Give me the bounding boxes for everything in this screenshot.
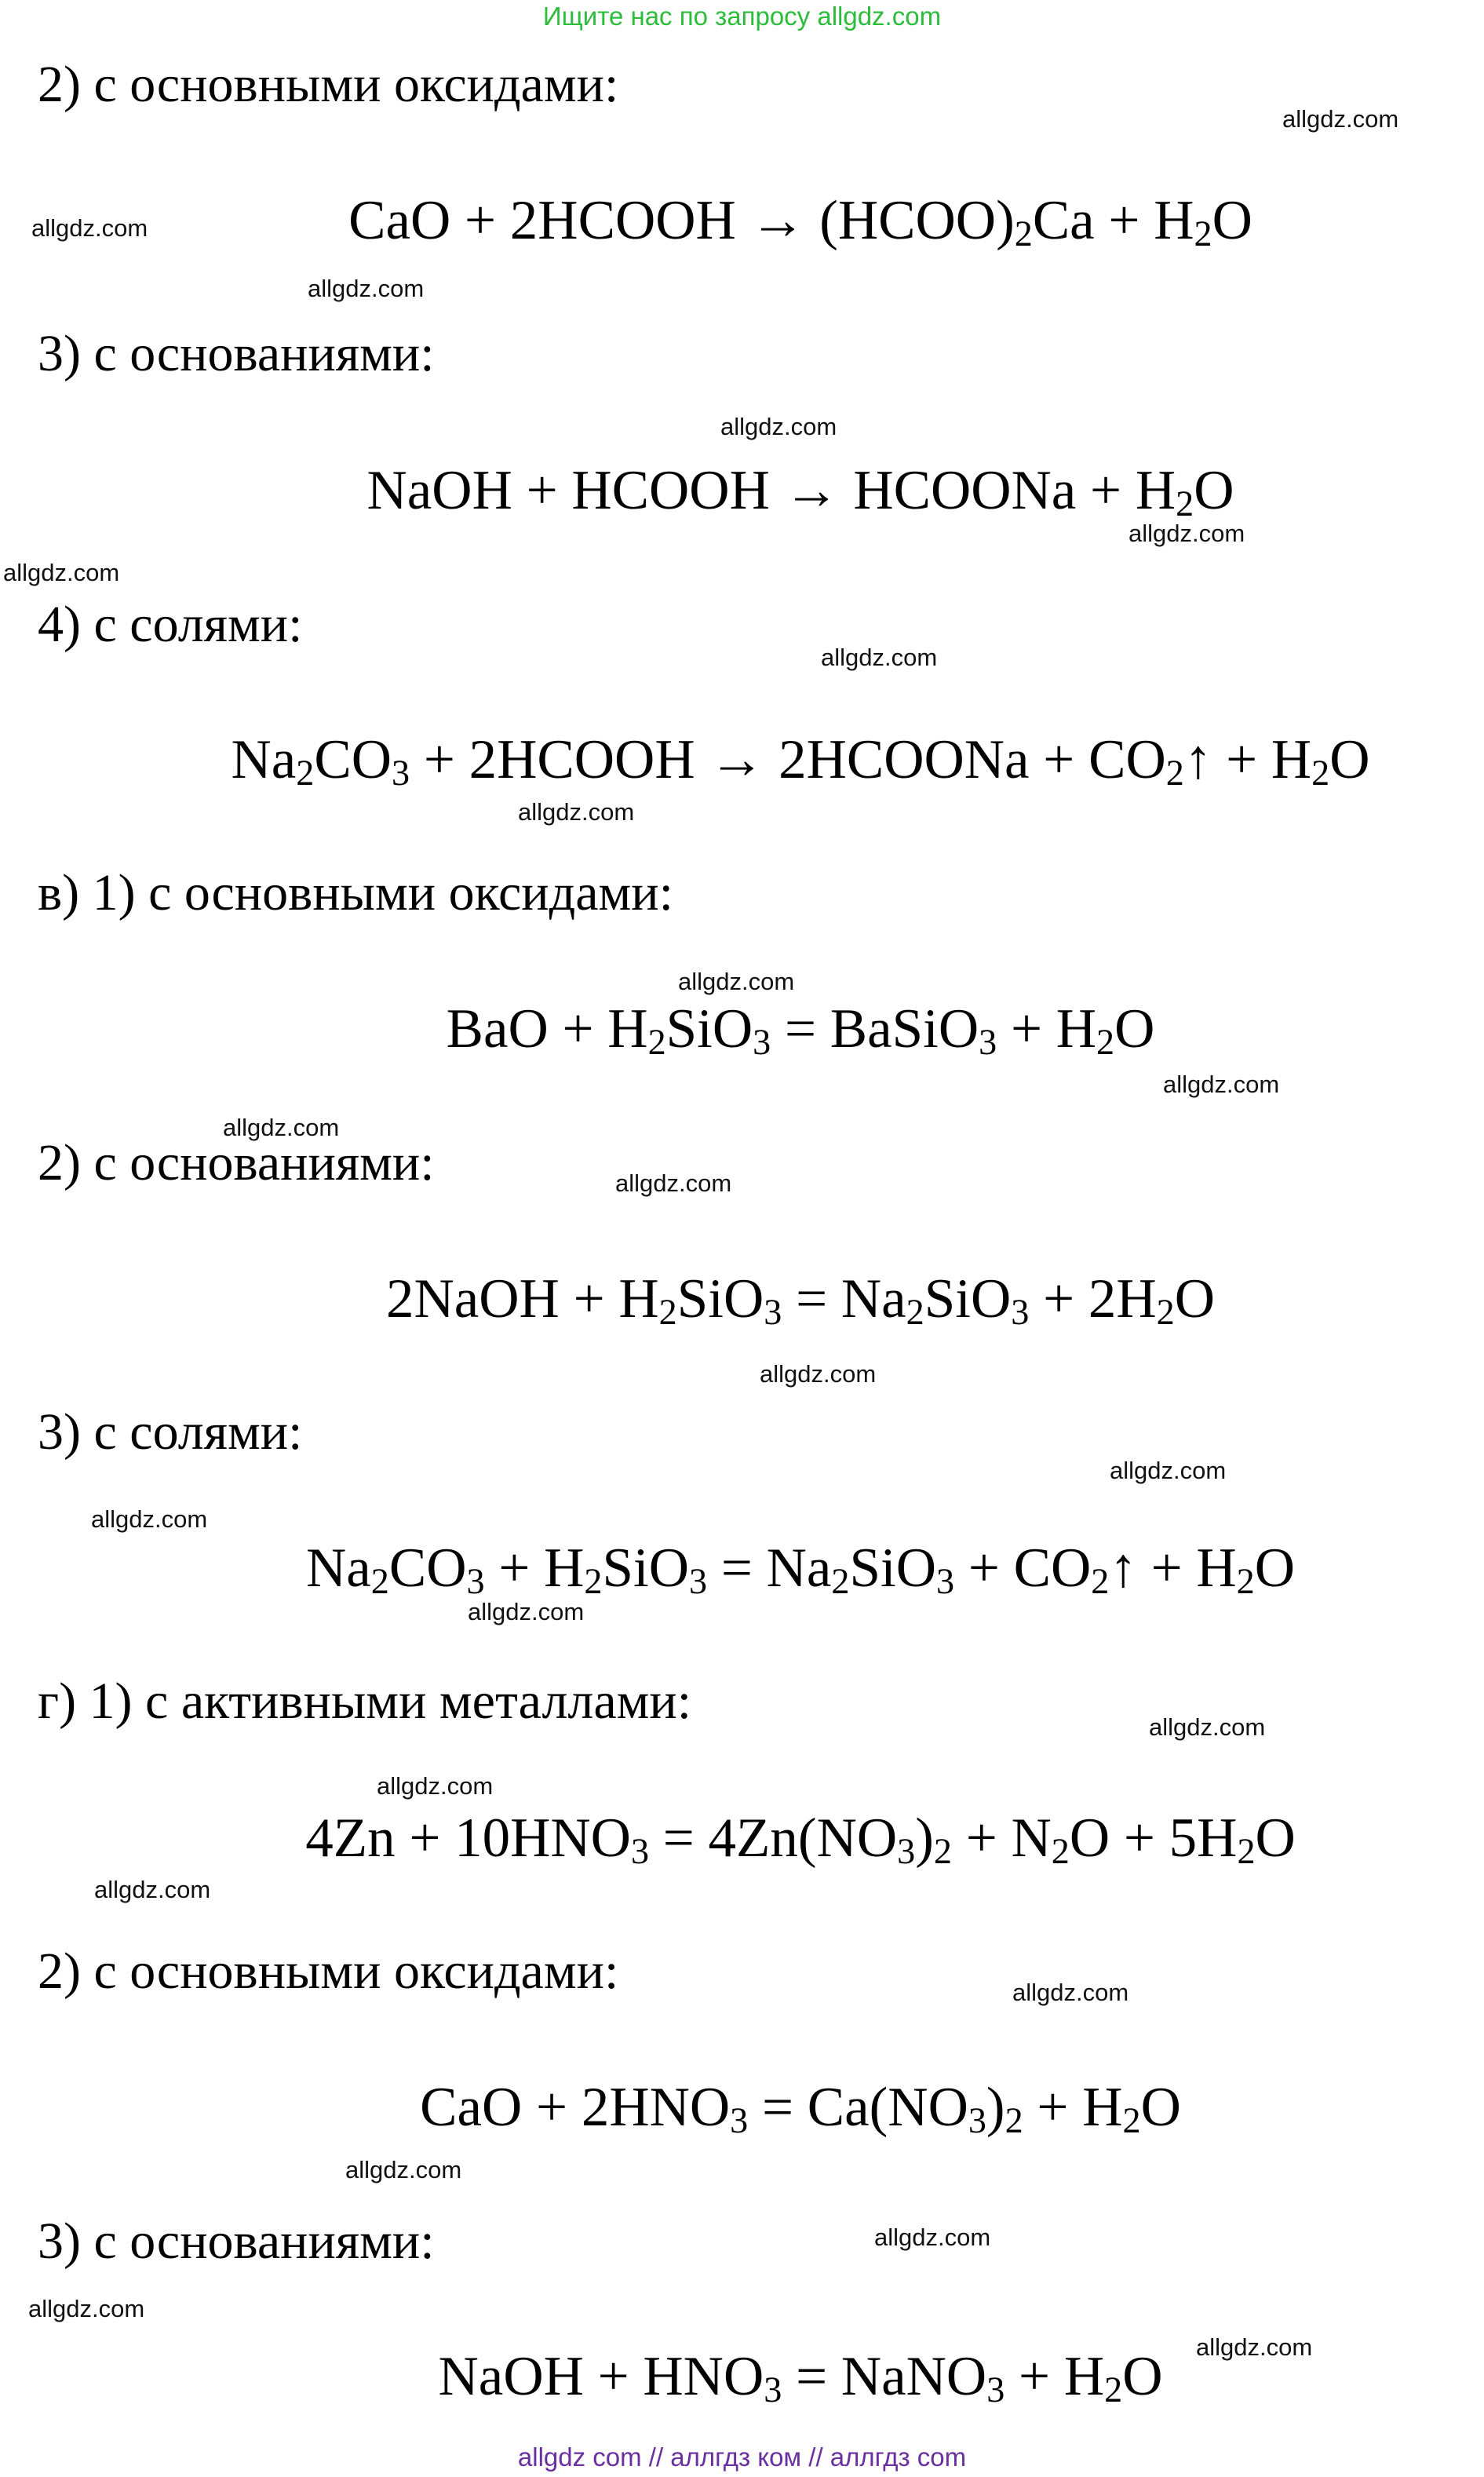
watermark: allgdz.com bbox=[468, 1598, 585, 1625]
section-heading: г) 1) с активными металлами: bbox=[38, 1673, 692, 1730]
watermark: allgdz.com bbox=[28, 2295, 145, 2322]
section-heading: 3) с основаниями: bbox=[38, 2213, 435, 2270]
watermark: allgdz.com bbox=[1128, 520, 1245, 547]
watermark: allgdz.com bbox=[91, 1505, 208, 1533]
watermark: allgdz.com bbox=[1110, 1457, 1227, 1484]
watermark: allgdz.com bbox=[1149, 1713, 1266, 1741]
chemical-equation: 2NaOH + $H_2SiO_3 = Na_2SiO_3 + 2H_2O$ bbox=[386, 1268, 1215, 1333]
watermark: allgdz.com bbox=[615, 1169, 732, 1197]
watermark: allgdz.com bbox=[1012, 1979, 1129, 2006]
chemical-equation: BaO + $H_2SiO_3$ = BaSiO$_3$ + $H_2O$ bbox=[446, 998, 1155, 1063]
watermark: allgdz.com bbox=[345, 2156, 462, 2183]
chemical-equation: CaO + $2HNO_3 = Ca(NO_3)_2 + H_2O$ bbox=[420, 2077, 1181, 2141]
chemical-equation: CaO + 2HCOOH → $(HCOO)_2Ca + H_2O$ bbox=[348, 190, 1252, 254]
section-heading: 3) с основаниями: bbox=[38, 325, 435, 382]
watermark: allgdz.com bbox=[720, 413, 837, 440]
top-note: Ищите нас по запросу allgdz.com bbox=[542, 2, 942, 31]
chemical-equation: $Na_2CO_3$ + 2HCOOH → 2HCOONa + $CO_2↑ + H_2O$ bbox=[231, 729, 1370, 793]
watermark: allgdz.com bbox=[308, 275, 425, 302]
section-heading: 2) с основными оксидами: bbox=[38, 1943, 619, 2000]
footer-note: allgdz com // аллгдз ком // аллгдз com bbox=[517, 2442, 967, 2472]
watermark: allgdz.com bbox=[760, 1360, 877, 1388]
watermark: allgdz.com bbox=[3, 559, 120, 586]
section-heading: 3) с солями: bbox=[38, 1403, 303, 1461]
watermark: allgdz.com bbox=[1163, 1071, 1280, 1098]
watermark: allgdz.com bbox=[821, 644, 938, 671]
watermark: allgdz.com bbox=[223, 1114, 340, 1141]
chemical-equation: NaOH + $HNO_3$ = NaNO$_3$ + $H_2O$ bbox=[438, 2346, 1163, 2410]
watermark: allgdz.com bbox=[678, 968, 795, 995]
watermark: allgdz.com bbox=[31, 214, 148, 242]
chemical-equation: NaOH + HCOOH → HCOONa + $H_2O$ bbox=[366, 460, 1234, 524]
watermark: allgdz.com bbox=[1196, 2333, 1313, 2361]
chemical-equation: $4Zn + 10HNO_3 = 4Zn(NO_3)_2 + N_2O + 5H_2O$ bbox=[305, 1808, 1296, 1872]
section-heading: 4) с солями: bbox=[38, 596, 303, 653]
chemical-equation: $Na_2CO_3 + H_2SiO_3 = Na_2SiO_3$ + $CO_2↑ + H_2O$ bbox=[305, 1538, 1295, 1602]
section-heading: в) 1) с основными оксидами: bbox=[38, 864, 673, 921]
section-heading: 2) с основными оксидами: bbox=[38, 56, 619, 113]
watermark: allgdz.com bbox=[377, 1772, 494, 1800]
section-heading: 2) с основаниями: bbox=[38, 1134, 435, 1191]
watermark: allgdz.com bbox=[874, 2223, 991, 2251]
watermark: allgdz.com bbox=[94, 1876, 211, 1903]
watermark: allgdz.com bbox=[1282, 105, 1399, 133]
watermark: allgdz.com bbox=[518, 798, 635, 826]
